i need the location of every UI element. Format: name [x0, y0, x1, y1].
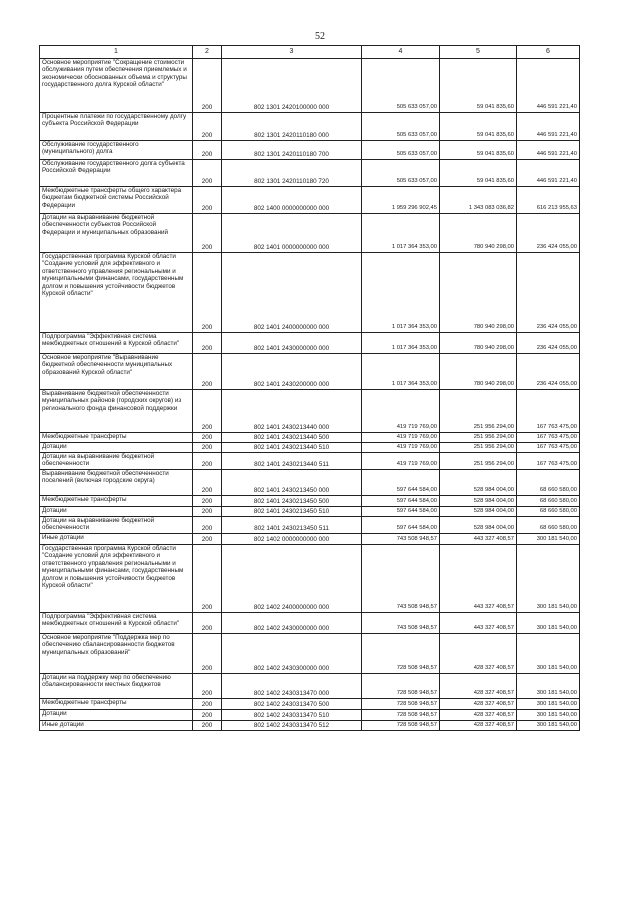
table-row — [40, 113, 580, 141]
row-kbk: 802 1401 2400000000 000 — [222, 253, 362, 333]
row-name: Дотации — [40, 443, 193, 453]
row-kbk: 802 1402 2430313470 510 — [222, 710, 362, 721]
budget-table — [39, 45, 580, 731]
row-name: Дотации на поддержку мер по обеспечению сбалансированности местных бюджетов — [40, 674, 193, 699]
row-name: Выравнивание бюджетной обеспеченности муниципальных районов (городских округов) из регионального фонда финансовой поддержки — [40, 390, 193, 433]
row-col4: 419 719 769,00 — [362, 433, 440, 443]
row-col4: 743 508 948,57 — [362, 613, 440, 634]
row-code: 200 — [193, 160, 222, 187]
row-col5: 780 940 298,00 — [440, 214, 517, 253]
row-col4: 1 959 296 902,45 — [362, 187, 440, 214]
row-col5: 780 940 298,00 — [440, 333, 517, 354]
row-code: 200 — [193, 721, 222, 731]
header-cell-6: 6 — [517, 46, 580, 59]
table-row — [40, 253, 580, 333]
row-col5: 528 984 004,00 — [440, 496, 517, 507]
row-kbk: 802 1401 2430213440 500 — [222, 433, 362, 443]
row-col6: 236 424 055,00 — [517, 253, 580, 333]
row-col5: 780 940 298,00 — [440, 354, 517, 390]
table-row — [40, 721, 580, 731]
row-col5: 59 041 835,60 — [440, 141, 517, 160]
row-col6: 236 424 055,00 — [517, 333, 580, 354]
row-col4: 1 017 364 353,00 — [362, 354, 440, 390]
row-name: Обслуживание государственного долга субъекта Российской Федерации — [40, 160, 193, 187]
row-name: Межбюджетные трансферты — [40, 699, 193, 710]
table-row — [40, 710, 580, 721]
row-name: Иные дотации — [40, 721, 193, 731]
row-name: Дотации на выравнивание бюджетной обеспеченности — [40, 517, 193, 534]
row-col6: 446 591 221,40 — [517, 160, 580, 187]
header-cell-5: 5 — [440, 46, 517, 59]
row-name: Подпрограмма "Эффективная система межбюджетных отношений в Курской области" — [40, 333, 193, 354]
row-col5: 428 327 408,57 — [440, 721, 517, 731]
table-row — [40, 141, 580, 160]
row-kbk: 802 1402 2430313470 500 — [222, 699, 362, 710]
row-name: Подпрограмма "Эффективная система межбюджетных отношений в Курской области" — [40, 613, 193, 634]
row-code: 200 — [193, 187, 222, 214]
row-code: 200 — [193, 59, 222, 113]
row-kbk: 802 1402 2430300000 000 — [222, 634, 362, 674]
row-col5: 443 327 408,57 — [440, 613, 517, 634]
row-code: 200 — [193, 507, 222, 517]
row-col6: 236 424 055,00 — [517, 214, 580, 253]
row-col6: 300 181 540,00 — [517, 699, 580, 710]
row-col5: 443 327 408,57 — [440, 545, 517, 613]
row-kbk: 802 1301 2420100000 000 — [222, 59, 362, 113]
row-kbk: 802 1402 0000000000 000 — [222, 534, 362, 545]
row-code: 200 — [193, 634, 222, 674]
row-col6: 167 763 475,00 — [517, 433, 580, 443]
row-kbk: 802 1401 2430213450 000 — [222, 470, 362, 496]
table-row — [40, 433, 580, 443]
table-header-row — [40, 46, 580, 59]
row-kbk: 802 1400 0000000000 000 — [222, 187, 362, 214]
table-row — [40, 443, 580, 453]
row-col6: 68 660 580,00 — [517, 496, 580, 507]
header-cell-2: 2 — [193, 46, 222, 59]
row-col4: 728 508 948,57 — [362, 721, 440, 731]
row-kbk: 802 1301 2420110180 700 — [222, 141, 362, 160]
row-col6: 300 181 540,00 — [517, 545, 580, 613]
row-name: Дотации — [40, 710, 193, 721]
row-col6: 300 181 540,00 — [517, 534, 580, 545]
row-code: 200 — [193, 470, 222, 496]
row-col5: 59 041 835,60 — [440, 113, 517, 141]
row-col5: 428 327 408,57 — [440, 674, 517, 699]
row-kbk: 802 1401 2430000000 000 — [222, 333, 362, 354]
table-row — [40, 545, 580, 613]
row-code: 200 — [193, 534, 222, 545]
row-code: 200 — [193, 214, 222, 253]
row-col4: 597 644 584,00 — [362, 496, 440, 507]
row-kbk: 802 1401 2430213450 500 — [222, 496, 362, 507]
row-kbk: 802 1401 2430213440 000 — [222, 390, 362, 433]
table-row — [40, 390, 580, 433]
row-kbk: 802 1301 2420110180 720 — [222, 160, 362, 187]
row-col5: 443 327 408,57 — [440, 534, 517, 545]
row-col5: 59 041 835,60 — [440, 160, 517, 187]
row-col4: 728 508 948,57 — [362, 699, 440, 710]
header-cell-3: 3 — [222, 46, 362, 59]
row-col6: 616 213 955,63 — [517, 187, 580, 214]
row-col6: 300 181 540,00 — [517, 710, 580, 721]
row-col5: 251 956 294,00 — [440, 443, 517, 453]
row-col6: 446 591 221,40 — [517, 113, 580, 141]
row-col5: 428 327 408,57 — [440, 710, 517, 721]
row-col4: 505 633 057,00 — [362, 113, 440, 141]
row-code: 200 — [193, 517, 222, 534]
row-name: Межбюджетные трансферты — [40, 496, 193, 507]
row-col6: 236 424 055,00 — [517, 354, 580, 390]
row-code: 200 — [193, 496, 222, 507]
row-kbk: 802 1402 2430313470 000 — [222, 674, 362, 699]
row-code: 200 — [193, 433, 222, 443]
row-col5: 251 956 294,00 — [440, 433, 517, 443]
row-name: Дотации на выравнивание бюджетной обеспеченности субъектов Российской Федерации и муниципальных образований — [40, 214, 193, 253]
row-code: 200 — [193, 354, 222, 390]
row-kbk: 802 1402 2400000000 000 — [222, 545, 362, 613]
row-kbk: 802 1401 0000000000 000 — [222, 214, 362, 253]
table-row — [40, 160, 580, 187]
row-name: Основное мероприятие "Поддержка мер по обеспечению сбалансированности бюджетов муниципальных образований" — [40, 634, 193, 674]
table-row — [40, 214, 580, 253]
row-name: Государственная программа Курской области "Создание условий для эффективного и ответственного управления региональными и муниципальными финансами, государственным долгом и повышения устойчивости бюджетов Курской области" — [40, 253, 193, 333]
row-col4: 419 719 769,00 — [362, 390, 440, 433]
page-number: 52 — [315, 31, 325, 42]
row-name: Основное мероприятие "Выравнивание бюджетной обеспеченности муниципальных образований Курской области" — [40, 354, 193, 390]
row-col5: 780 940 298,00 — [440, 253, 517, 333]
row-col6: 167 763 475,00 — [517, 443, 580, 453]
row-code: 200 — [193, 710, 222, 721]
row-col6: 68 660 580,00 — [517, 507, 580, 517]
row-col6: 446 591 221,40 — [517, 59, 580, 113]
row-col4: 728 508 948,57 — [362, 710, 440, 721]
row-name: Процентные платежи по государственному долгу субъекта Российской Федерации — [40, 113, 193, 141]
row-kbk: 802 1401 2430213440 510 — [222, 443, 362, 453]
table-row — [40, 333, 580, 354]
row-col5: 528 984 004,00 — [440, 470, 517, 496]
row-col4: 597 644 584,00 — [362, 517, 440, 534]
row-col4: 743 508 948,57 — [362, 534, 440, 545]
table-row — [40, 517, 580, 534]
row-col6: 68 660 580,00 — [517, 470, 580, 496]
row-col6: 300 181 540,00 — [517, 613, 580, 634]
row-code: 200 — [193, 141, 222, 160]
row-code: 200 — [193, 253, 222, 333]
table-row — [40, 453, 580, 470]
header-cell-4: 4 — [362, 46, 440, 59]
row-col6: 300 181 540,00 — [517, 674, 580, 699]
row-code: 200 — [193, 113, 222, 141]
row-col5: 1 343 083 036,82 — [440, 187, 517, 214]
row-col4: 1 017 364 353,00 — [362, 214, 440, 253]
header-cell-1: 1 — [40, 46, 193, 59]
row-name: Дотации на выравнивание бюджетной обеспеченности — [40, 453, 193, 470]
row-name: Выравнивание бюджетной обеспеченности поселений (включая городские округа) — [40, 470, 193, 496]
row-col4: 1 017 364 353,00 — [362, 253, 440, 333]
row-col4: 505 633 057,00 — [362, 141, 440, 160]
row-name: Иные дотации — [40, 534, 193, 545]
row-name: Обслуживание государственного (муниципального) долга — [40, 141, 193, 160]
row-name: Дотации — [40, 507, 193, 517]
table-row — [40, 496, 580, 507]
row-col4: 597 644 584,00 — [362, 507, 440, 517]
row-col5: 528 984 004,00 — [440, 507, 517, 517]
row-code: 200 — [193, 699, 222, 710]
row-col5: 251 956 294,00 — [440, 453, 517, 470]
row-col5: 428 327 408,57 — [440, 634, 517, 674]
row-name: Межбюджетные трансферты — [40, 433, 193, 443]
table-row — [40, 187, 580, 214]
row-name: Основное мероприятие "Сокращение стоимости обслуживания путем обеспечения приемлемых и экономически обоснованных объема и структуры государственного долга Курской области" — [40, 59, 193, 113]
row-kbk: 802 1401 2430213450 511 — [222, 517, 362, 534]
row-kbk: 802 1402 2430000000 000 — [222, 613, 362, 634]
table-row — [40, 507, 580, 517]
row-kbk: 802 1401 2430213440 511 — [222, 453, 362, 470]
row-kbk: 802 1401 2430200000 000 — [222, 354, 362, 390]
row-name: Государственная программа Курской области "Создание условий для эффективного и ответственного управления региональными и муниципальными финансами, государственным долгом и повышения устойчивости бюджетов Курской области" — [40, 545, 193, 613]
row-col5: 528 984 004,00 — [440, 517, 517, 534]
row-kbk: 802 1301 2420110180 000 — [222, 113, 362, 141]
budget-table-body — [40, 46, 580, 731]
row-col4: 505 633 057,00 — [362, 160, 440, 187]
row-col6: 167 763 475,00 — [517, 390, 580, 433]
row-kbk: 802 1402 2430313470 512 — [222, 721, 362, 731]
row-col4: 743 508 948,57 — [362, 545, 440, 613]
row-col5: 59 041 835,60 — [440, 59, 517, 113]
table-row — [40, 470, 580, 496]
table-row — [40, 354, 580, 390]
row-col6: 167 763 475,00 — [517, 453, 580, 470]
row-col6: 446 591 221,40 — [517, 141, 580, 160]
table-row — [40, 634, 580, 674]
table-row — [40, 613, 580, 634]
row-col4: 728 508 948,57 — [362, 634, 440, 674]
row-code: 200 — [193, 443, 222, 453]
row-kbk: 802 1401 2430213450 510 — [222, 507, 362, 517]
row-col4: 505 633 057,00 — [362, 59, 440, 113]
table-row — [40, 674, 580, 699]
row-code: 200 — [193, 613, 222, 634]
row-code: 200 — [193, 333, 222, 354]
row-name: Межбюджетные трансферты общего характера бюджетам бюджетной системы Российской Федерации — [40, 187, 193, 214]
row-code: 200 — [193, 390, 222, 433]
row-col6: 300 181 540,00 — [517, 634, 580, 674]
row-col6: 300 181 540,00 — [517, 721, 580, 731]
row-col5: 251 956 294,00 — [440, 390, 517, 433]
row-col4: 597 644 584,00 — [362, 470, 440, 496]
row-code: 200 — [193, 453, 222, 470]
row-col4: 728 508 948,57 — [362, 674, 440, 699]
table-row — [40, 59, 580, 113]
row-col4: 1 017 364 353,00 — [362, 333, 440, 354]
row-code: 200 — [193, 674, 222, 699]
row-col4: 419 719 769,00 — [362, 443, 440, 453]
row-col4: 419 719 769,00 — [362, 453, 440, 470]
row-col5: 428 327 408,57 — [440, 699, 517, 710]
row-code: 200 — [193, 545, 222, 613]
table-row — [40, 534, 580, 545]
table-row — [40, 699, 580, 710]
row-col6: 68 660 580,00 — [517, 517, 580, 534]
